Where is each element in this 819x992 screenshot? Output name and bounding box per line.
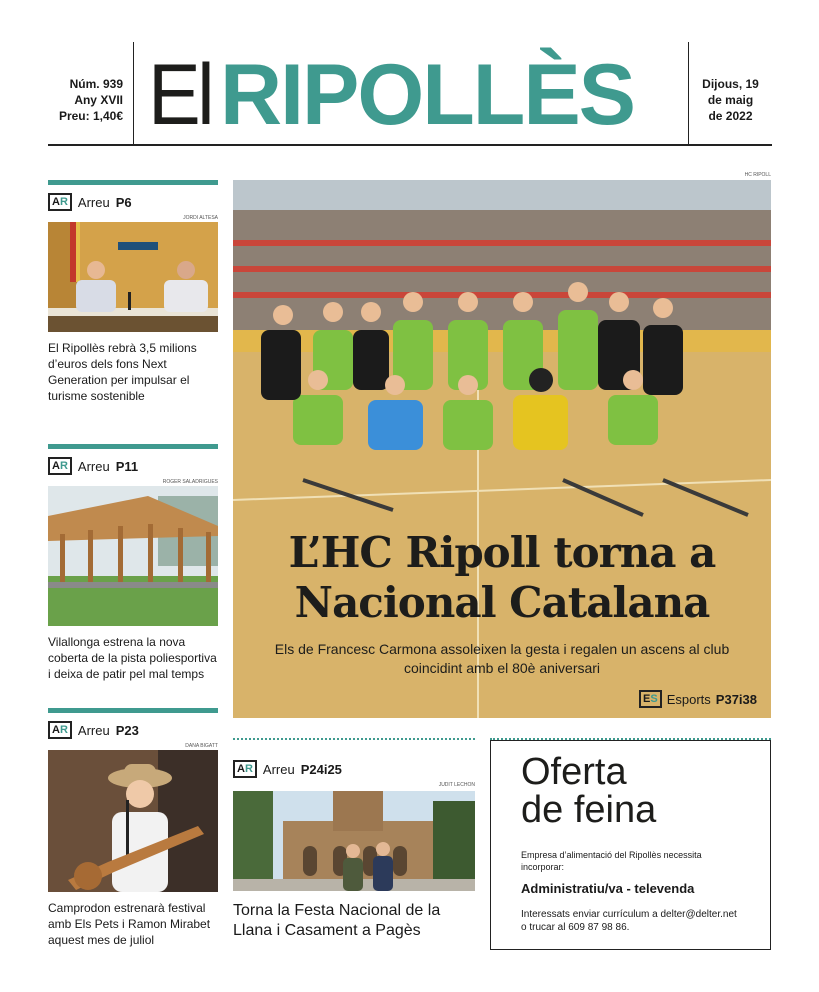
side-story-3[interactable] xyxy=(48,708,218,948)
story-caption[interactable]: Vilallonga estrena la nova coberta de la pista poliesportiva i deixa de patir pel mal temps xyxy=(48,635,217,681)
photo-credit: JORDI ALTESA xyxy=(183,215,218,221)
section-label: AR Arreu P11 xyxy=(48,457,218,475)
esports-section-label: ES Esports P37i38 xyxy=(639,690,757,708)
job-ad[interactable] xyxy=(490,740,771,950)
ad-company: Empresa d’alimentació del Ripollès necessita incorporar: xyxy=(521,850,702,872)
date-year: de 2022 xyxy=(708,109,753,123)
photo-credit: ROGER SALADRIGUES xyxy=(162,479,218,485)
section-bar xyxy=(48,708,218,713)
page-ref: P11 xyxy=(115,458,139,474)
ad-role: Administratiu/va - televenda xyxy=(521,881,695,896)
lead-headline[interactable]: L’HC Ripoll torna a Nacional Catalana xyxy=(288,528,716,627)
arreu-icon: AR xyxy=(48,193,72,211)
page-ref: P37i38 xyxy=(715,691,757,707)
section-label: AR Arreu P24i25 xyxy=(233,760,475,778)
issue-date xyxy=(688,42,772,144)
masthead xyxy=(48,42,772,146)
story-caption[interactable]: Camprodon estrenarà festival amb Els Pets i Ramon Mirabet aquest mes de juliol xyxy=(48,901,211,947)
photo-credit: JUDIT LECHON xyxy=(438,782,475,788)
hockey-team-photo xyxy=(233,180,771,718)
side-story-2[interactable] xyxy=(48,444,218,682)
issue-number: Núm. 939 xyxy=(69,77,123,91)
arreu-icon: AR xyxy=(233,760,257,778)
story-caption[interactable]: El Ripollès rebrà 3,5 milions d’euros dels fons Next Generation per impulsar el turisme sostenible xyxy=(48,341,197,403)
section-bar xyxy=(48,444,218,449)
issue-year: Any XVII xyxy=(74,93,123,107)
esports-icon: ES xyxy=(639,690,662,708)
newspaper-logo xyxy=(148,46,668,143)
date-month: de maig xyxy=(707,93,754,107)
ad-contact: Interessats enviar currículum a delter@delter.net o trucar al 609 87 98 86. xyxy=(521,909,737,933)
lead-photo-credit: HC RIPOLL xyxy=(744,172,771,178)
page-ref: P23 xyxy=(115,722,139,738)
story-caption[interactable]: Torna la Festa Nacional de la Llana i Casament a Pagès xyxy=(233,902,441,939)
arreu-icon: AR xyxy=(48,721,72,739)
section-label: AR Arreu P6 xyxy=(48,193,218,211)
ad-title: Oferta de feina xyxy=(521,751,657,831)
page-ref: P24i25 xyxy=(300,761,342,777)
photo-credit: DANA BIGATT xyxy=(185,743,218,749)
date-day: Dijous, 19 xyxy=(702,77,759,91)
section-bar xyxy=(48,180,218,185)
lead-subhead: Els de Francesc Carmona assoleixen la gesta i regalen un ascens al club coincidint amb el 80è aniversari xyxy=(274,641,730,676)
dotted-separator xyxy=(233,738,475,740)
issue-info xyxy=(48,42,134,144)
section-label: AR Arreu P23 xyxy=(48,721,218,739)
lead-story[interactable] xyxy=(233,180,771,718)
musician-photo xyxy=(48,750,218,892)
logo-prefix: El xyxy=(148,47,211,143)
issue-price: Preu: 1,40€ xyxy=(58,109,123,123)
mid-story[interactable] xyxy=(233,760,475,941)
sports-court-roof-photo xyxy=(48,486,218,626)
side-story-1[interactable] xyxy=(48,180,218,404)
press-conference-photo xyxy=(48,222,218,332)
page-ref: P6 xyxy=(115,194,132,210)
logo-name: RIPOLLÈS xyxy=(220,47,635,143)
monastery-photo xyxy=(233,791,475,891)
arreu-icon: AR xyxy=(48,457,72,475)
